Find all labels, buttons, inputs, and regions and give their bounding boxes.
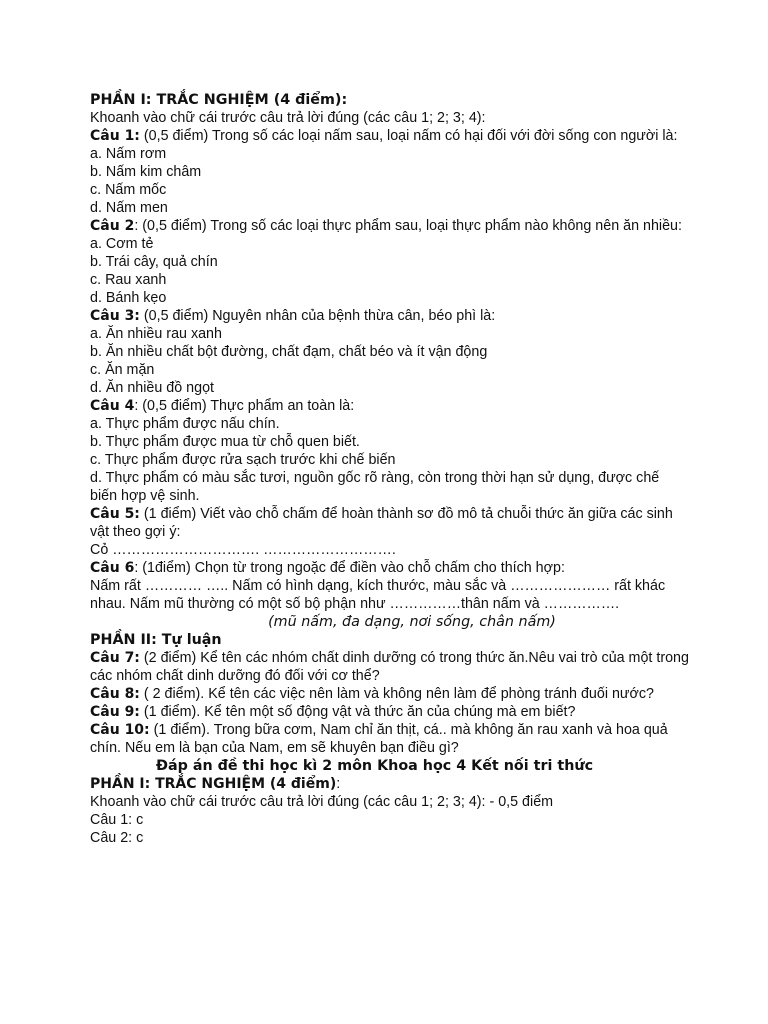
option: c. Rau xanh (90, 272, 167, 288)
answer-item: Câu 1: c (90, 812, 144, 828)
part2-heading: PHẦN II: Tự luận (90, 632, 222, 648)
word-hint: (mũ nấm, đa dạng, nơi sống, chân nấm) (268, 614, 556, 630)
option: b. Nấm kim châm (90, 164, 202, 180)
part1-instruction: Khoanh vào chữ cái trước câu trả lời đúng (các câu 1; 2; 3; 4): (90, 110, 486, 126)
option: d. Ăn nhiều đồ ngọt (90, 380, 215, 396)
question-text: (1 điểm). Trong bữa cơm, Nam chỉ ăn thịt, cá.. mà không ăn rau xanh và hoa quả chín. Nếu em là bạn của Nam, em sẽ khuyên bạn điều gì? (90, 722, 668, 756)
question-text: ( 2 điểm). Kể tên các việc nên làm và không nên làm để phòng tránh đuối nước? (139, 686, 654, 702)
question-label: Câu 1: (90, 128, 140, 144)
option: d. Thực phẩm có màu sắc tươi, nguồn gốc rõ ràng, còn trong thời hạn sử dụng, được chế biến hợp vệ sinh. (90, 470, 660, 504)
question-text: : (0,5 điểm) Thực phẩm an toàn là: (134, 398, 355, 414)
option: c. Nấm mốc (90, 182, 167, 198)
question-text: (2 điểm) Kể tên các nhóm chất dinh dưỡng có trong thức ăn.Nêu vai trò của một trong các nhóm chất dinh dưỡng đó đối với cơ thể? (90, 650, 689, 684)
question-label: Câu 2 (90, 218, 135, 234)
answer-key-title: Đáp án đề thi học kì 2 môn Khoa học 4 Kết nối tri thức (156, 758, 594, 774)
question-text: (1 điểm) Viết vào chỗ chấm để hoàn thành sơ đồ mô tả chuỗi thức ăn giữa các sinh vật theo gợi ý: (90, 506, 673, 540)
question-text: : (0,5 điểm) Trong số các loại thực phẩm sau, loại thực phẩm nào không nên ăn nhiều: (134, 218, 682, 234)
heading-colon: : (336, 776, 341, 792)
option: c. Thực phẩm được rửa sạch trước khi chế biến (90, 452, 396, 468)
question-5 (90, 505, 690, 541)
question-label: Câu 3: (90, 308, 140, 324)
option: a. Ăn nhiều rau xanh (90, 326, 222, 342)
question-4 (90, 397, 690, 415)
option: a. Thực phẩm được nấu chín. (90, 416, 280, 432)
option: a. Nấm rơm (90, 146, 167, 162)
option: a. Cơm tẻ (90, 236, 154, 252)
part1-heading: PHẦN I: TRẮC NGHIỆM (4 điểm): (90, 92, 348, 108)
food-chain-blank: Cỏ …………………………. ………………………. (90, 542, 396, 558)
question-text: (0,5 điểm) Nguyên nhân của bệnh thừa cân, béo phì là: (139, 308, 496, 324)
fill-in-paragraph: Nấm rất ………… ….. Nấm có hình dạng, kích thước, màu sắc và ………………… rất khác nhau. Nấm mũ thường có một số bộ phận như ……………thân nấm và ……………. (90, 578, 666, 612)
question-label: Câu 4 (90, 398, 135, 414)
question-label: Câu 5: (90, 506, 140, 522)
answer-item: Câu 2: c (90, 830, 144, 846)
question-1 (90, 127, 690, 145)
answer-part1-heading (90, 775, 690, 793)
question-label: Câu 10: (90, 722, 150, 738)
question-text: (0,5 điểm) Trong số các loại nấm sau, loại nấm có hại đối với đời sống con người là: (139, 128, 678, 144)
option: b. Ăn nhiều chất bột đường, chất đạm, chất béo và ít vận động (90, 344, 488, 360)
question-label: Câu 6 (90, 560, 135, 576)
question-10 (90, 721, 690, 757)
question-text: (1 điểm). Kể tên một số động vật và thức ăn của chúng mà em biết? (139, 704, 576, 720)
option: b. Trái cây, quả chín (90, 254, 218, 270)
question-6 (90, 559, 690, 577)
option: b. Thực phẩm được mua từ chỗ quen biết. (90, 434, 360, 450)
question-3 (90, 307, 690, 325)
question-label: Câu 7: (90, 650, 140, 666)
question-2 (90, 217, 690, 235)
question-text: : (1điểm) Chọn từ trong ngoặc để điền vào chỗ chấm cho thích hợp: (134, 560, 565, 576)
answer-part1-heading-text: PHẦN I: TRẮC NGHIỆM (4 điểm) (90, 776, 337, 792)
question-7 (90, 649, 690, 685)
document-body (90, 91, 690, 847)
option: c. Ăn mặn (90, 362, 155, 378)
answer-instruction: Khoanh vào chữ cái trước câu trả lời đúng (các câu 1; 2; 3; 4): - 0,5 điểm (90, 794, 554, 810)
option: d. Bánh kẹo (90, 290, 167, 306)
option: d. Nấm men (90, 200, 168, 216)
question-label: Câu 8: (90, 686, 140, 702)
question-9 (90, 703, 690, 721)
question-8 (90, 685, 690, 703)
question-label: Câu 9: (90, 704, 140, 720)
